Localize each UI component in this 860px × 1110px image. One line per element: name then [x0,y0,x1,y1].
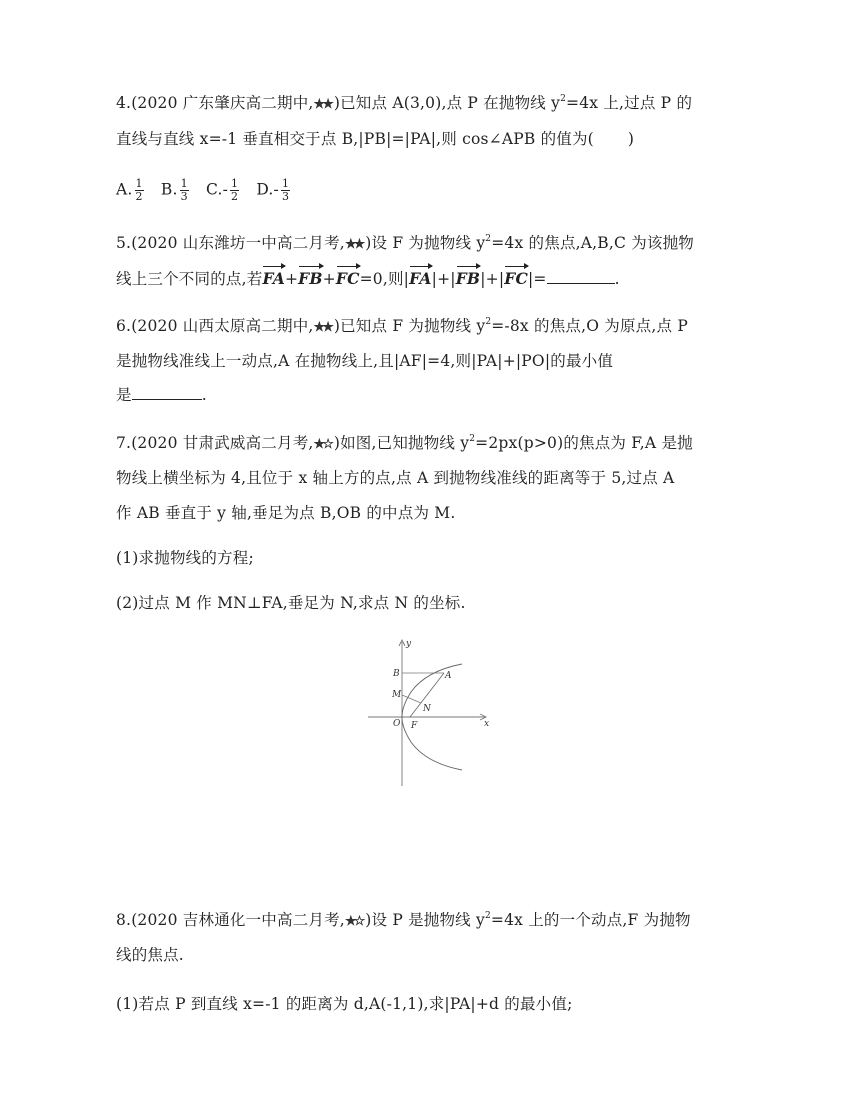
q4-line-1: 4.(2020 广东肇庆高二期中,★★ )已知点 A(3,0),点 P 在抛物线 $y^2=4x$ 上,过点 P 的 [116,93,692,115]
q6-line-3: 是 . [116,386,207,404]
difficulty-stars-icon: ★☆ [344,914,363,929]
answer-blank [132,385,202,400]
q7-line-2: 物线上横坐标为 4,且位于 x 轴上方的点,点 A 到抛物线准线的距离等于 5,过点 A [116,469,675,487]
q4-source: 4.(2020 广东肇庆高二期中, [116,94,314,112]
difficulty-stars-icon: ★★ [313,320,331,335]
option-b: B. $\frac{1}{3}$ [160,177,188,203]
q5-source: 5.(2020 山东潍坊一中高二月考, [116,234,345,252]
fraction: $\frac{1}{3}$ [282,177,290,203]
label-b: B [393,669,400,679]
difficulty-stars-icon: ★☆ [313,437,331,452]
q7-line-3: 作 AB 垂直于 y 轴,垂足为点 B,OB 的中点为 M. [116,504,456,522]
vector-fb: FB [298,269,323,288]
q4-line-2: 直线与直线 x=-1 垂直相交于点 B,|PB|=|PA|,则 cos∠APB 的值为( ) [116,130,635,148]
answer-blank [547,269,615,284]
label-o: O [393,719,401,729]
vector-fa: FA [262,269,285,288]
q6-line-1: 6.(2020 山西太原高二期中,★★ )已知点 F 为抛物线 $y^2=-8x$ 的焦点,O 为原点,点 P [116,316,688,338]
parabola-figure [366,636,492,790]
q7-part-2: (2)过点 M 作 MN⊥FA,垂足为 N,求点 N 的坐标. [116,594,466,612]
q8-line-1: 8.(2020 吉林通化一中高二月考,★☆ )设 P 是抛物线 $y^2=4x$ 上的一个动点,F 为抛物 [116,910,691,932]
vector-fa: FA [409,269,432,288]
vector-fc: FC [504,269,528,288]
q8-line-2: 线的焦点. [116,946,184,964]
q8-part-1: (1)若点 P 到直线 x=-1 的距离为 d,A(-1,1),求|PA|+d 的最小值; [116,995,573,1013]
fraction: $\frac{1}{2}$ [231,177,239,203]
label-m: M [392,690,402,700]
fraction: $\frac{1}{2}$ [135,177,143,203]
q6-source: 6.(2020 山西太原高二期中, [116,317,314,335]
label-a: A [445,671,452,681]
vector-fb: FB [455,269,481,288]
label-y: y [406,639,412,649]
label-f: F [411,721,418,731]
vector-fc: FC [335,269,360,288]
q7-line-1: 7.(2020 甘肃武威高二月考,★☆ )如图,已知抛物线 $y^2=2px(p>0)$的焦点为 F,A 是抛 [116,433,693,455]
q4-options [116,178,302,203]
q7-part-1: (1)求抛物线的方程; [116,549,254,567]
segment-mn [402,695,421,703]
q5-line-1: 5.(2020 山东潍坊一中高二月考,★★ )设 F 为抛物线 $y^2=4x$ 的焦点,A,B,C 为该抛物 [116,233,694,255]
option-d: D.- $\frac{1}{3}$ [256,177,290,203]
label-n: N [423,704,431,714]
option-c: C.- $\frac{1}{2}$ [205,177,239,203]
option-a: A. $\frac{1}{2}$ [116,177,143,203]
q7-source: 7.(2020 甘肃武威高二月考, [116,434,314,452]
q6-line-2: 是抛物线准线上一动点,A 在抛物线上,且|AF|=4,则|PA|+|PO|的最小值 [116,352,614,370]
q8-source: 8.(2020 吉林通化一中高二月考, [116,911,345,929]
fraction: $\frac{1}{3}$ [180,177,188,203]
label-x: x [484,719,490,729]
difficulty-stars-icon: ★★ [344,237,363,252]
q5-line-2: 线上三个不同的点,若FA+FB+FC=0,则|FA|+|FB|+|FC|= . [116,269,620,288]
difficulty-stars-icon: ★★ [313,97,331,112]
